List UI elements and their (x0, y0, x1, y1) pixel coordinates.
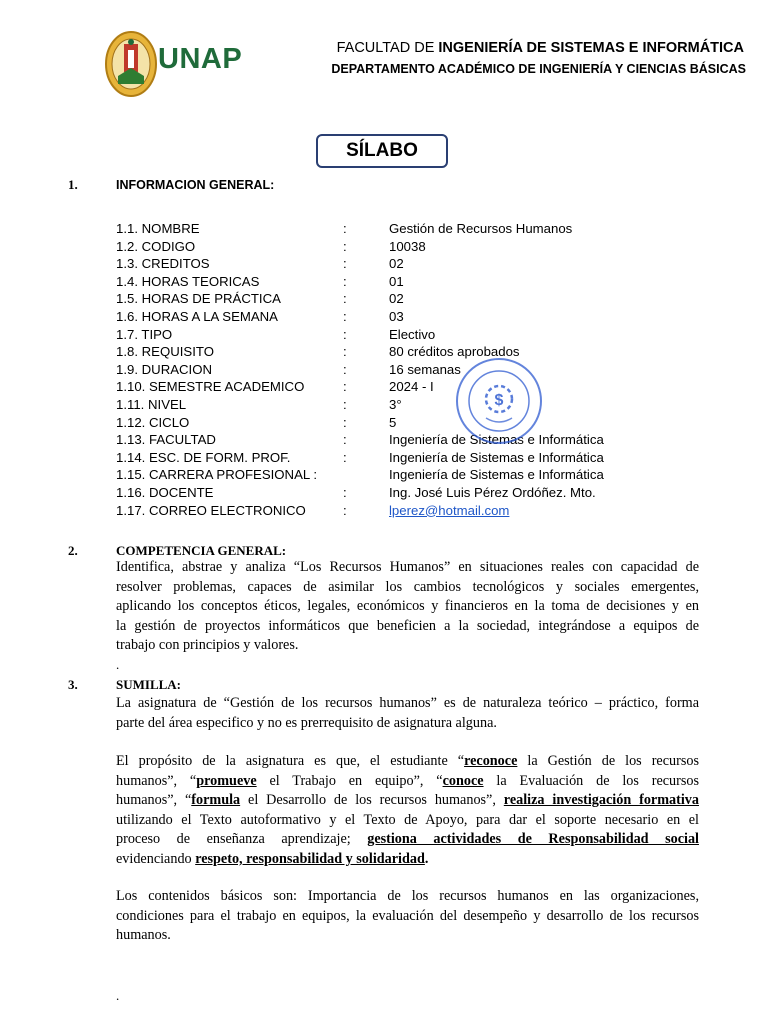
info-separator: : (343, 256, 347, 272)
text-run: la Gestión de los recursos (517, 753, 699, 769)
info-separator: : (343, 238, 347, 254)
text-run: . (424, 850, 429, 867)
info-value: 80 créditos aprobados (389, 344, 520, 360)
faculty-heading (337, 40, 744, 56)
university-seal-logo (104, 30, 158, 98)
info-label: 1.9. DURACION (116, 361, 212, 377)
info-row (116, 485, 736, 503)
info-separator: : (343, 414, 347, 430)
paragraph-line: humanos. (116, 927, 171, 944)
section-1-title: INFORMACION GENERAL: (116, 178, 275, 192)
trailing-dot: . (116, 657, 120, 672)
info-label: 1.3. CREDITOS (116, 256, 210, 272)
keyword-investigacion: realiza investigación formativa (503, 792, 699, 809)
paragraph-line: aplicando los conceptos éticos, legales, económicos y financieros en la toma de decisiones y en (116, 598, 699, 615)
paragraph-line: La asignatura de “Gestión de los recursos humanos” es de naturaleza teórico – práctico, forma (116, 695, 699, 711)
paragraph-line: utilizando el Texto autoformativo y el Texto de Apoyo, para dar el soporte necesario en el (116, 811, 699, 828)
info-value: 2024 - I (389, 379, 434, 395)
info-label: 1.7. TIPO (116, 326, 173, 342)
info-row (116, 327, 736, 345)
info-value: 10038 (389, 238, 426, 254)
info-row (116, 221, 736, 239)
svg-text:$: $ (494, 392, 504, 409)
document-title: SÍLABO (316, 134, 448, 168)
info-value: 16 semanas (389, 361, 461, 377)
sumilla-paragraph-3 (116, 887, 699, 946)
info-label: 1.5. HORAS DE PRÁCTICA (116, 291, 281, 307)
info-value: Ingeniería de Sistemas e Informática (389, 432, 604, 448)
info-label: 1.13. FACULTAD (116, 432, 216, 448)
info-label: 1.11. NIVEL (116, 397, 187, 412)
info-label: 1.15. CARRERA PROFESIONAL : (116, 467, 318, 483)
text-run: el Desarrollo de los recursos humanos”, (240, 792, 504, 809)
info-label: 1.12. CICLO (116, 414, 190, 430)
info-separator: : (343, 221, 347, 236)
keyword-valores: respeto, responsabilidad y solidaridad (195, 850, 425, 867)
paragraph-line (116, 791, 699, 811)
paragraph-line: resolver problemas, capaces de asimilar los cambios tecnológicos y sociales emergentes, (116, 578, 699, 595)
info-separator: : (343, 291, 347, 307)
info-label: 1.4. HORAS TEORICAS (116, 273, 260, 289)
info-separator: : (343, 449, 347, 465)
info-label: 1.10. SEMESTRE ACADEMICO (116, 379, 305, 395)
text-run: la Evaluación de los recursos (483, 772, 699, 789)
info-row (116, 397, 736, 415)
info-row (116, 362, 736, 380)
info-separator: : (343, 397, 347, 412)
section-3-number: 3. (68, 677, 78, 692)
paragraph-line (116, 772, 699, 792)
section-3-title: SUMILLA: (116, 677, 182, 692)
info-label: 1.14. ESC. DE FORM. PROF. (116, 449, 291, 465)
keyword-responsabilidad-social: gestiona actividades de Responsabilidad social (367, 831, 699, 848)
info-separator: : (343, 502, 347, 518)
paragraph-line (116, 830, 699, 850)
info-value: Gestión de Recursos Humanos (389, 221, 573, 236)
department-heading: DEPARTAMENTO ACADÉMICO DE INGENIERÍA Y CIENCIAS BÁSICAS (331, 62, 746, 76)
info-separator: : (343, 326, 347, 342)
info-separator: : (343, 361, 347, 377)
faculty-prefix: FACULTAD DE (336, 40, 439, 56)
info-separator: : (343, 379, 347, 395)
sumilla-paragraph-1 (116, 694, 699, 733)
info-label: 1.6. HORAS A LA SEMANA (116, 309, 278, 324)
info-value: Ingeniería de Sistemas e Informática (389, 467, 604, 483)
keyword-formula: formula (191, 792, 241, 809)
competence-paragraph (116, 558, 699, 656)
info-value: 02 (389, 256, 404, 272)
info-separator: : (343, 309, 347, 324)
paragraph-line: condiciones para el trabajo en equipos, la evaluación del desempeño y desarrollo de los recursos (116, 907, 699, 924)
info-value: 5 (389, 414, 397, 430)
info-value: 3° (389, 397, 402, 412)
text-run: el Trabajo en equipo”, “ (256, 772, 443, 789)
info-label: 1.16. DOCENTE (116, 485, 214, 500)
paragraph-line: Identifica, abstrae y analiza “Los Recursos Humanos” en situaciones reales con capacidad de (116, 559, 699, 575)
department-stamp-icon (454, 356, 544, 446)
info-value: 01 (389, 273, 404, 289)
faculty-name: INGENIERÍA DE SISTEMAS E INFORMÁTICA (438, 40, 744, 56)
logo-text: UNAP (158, 43, 243, 75)
info-row (116, 256, 736, 274)
text-run: evidenciando (116, 850, 196, 867)
info-value: Ingeniería de Sistemas e Informática (389, 449, 604, 465)
info-separator: : (343, 273, 347, 289)
keyword-reconoce: reconoce (464, 753, 518, 769)
text-run: El propósito de la asignatura es que, el estudiante “ (116, 753, 465, 769)
section-2-number: 2. (68, 543, 78, 558)
paragraph-line: Los contenidos básicos son: Importancia de los recursos humanos en las organizaciones, (116, 888, 699, 904)
section-2-title: COMPETENCIA GENERAL: (116, 543, 287, 558)
info-row (116, 415, 736, 433)
info-row (116, 309, 736, 327)
email-link[interactable]: lperez@hotmail.com (389, 502, 510, 518)
info-label: 1.1. NOMBRE (116, 221, 200, 236)
info-row (116, 503, 736, 521)
info-label: 1.17. CORREO ELECTRONICO (116, 502, 306, 518)
info-value: Electivo (389, 326, 436, 342)
info-row (116, 379, 736, 397)
info-row (116, 432, 736, 450)
keyword-promueve: promueve (196, 772, 257, 789)
info-value: 02 (389, 291, 404, 307)
info-row (116, 344, 736, 362)
info-separator: : (343, 485, 347, 500)
info-label: 1.8. REQUISITO (116, 344, 214, 360)
info-row (116, 239, 736, 257)
info-row (116, 274, 736, 292)
text-run: proceso de enseñanza aprendizaje; (116, 831, 368, 848)
keyword-conoce: conoce (442, 772, 484, 789)
info-separator: : (343, 432, 347, 448)
section-1-number: 1. (68, 177, 78, 192)
paragraph-line: trabajo con principios y valores. (116, 637, 299, 654)
info-separator: : (343, 344, 347, 360)
trailing-dot: . (116, 988, 120, 1003)
text-run: humanos”, “ (116, 772, 197, 789)
paragraph-line: la gestión de proyectos informáticos que beneficien a la sociedad, integrándose a equipos de (116, 617, 699, 634)
paragraph-line: parte del área especifico y no es prerrequisito de asignatura alguna. (116, 714, 497, 731)
info-row (116, 467, 736, 485)
info-value: 03 (389, 309, 404, 324)
sumilla-paragraph-2 (116, 752, 699, 870)
paragraph-line (116, 850, 699, 870)
text-run: humanos”, “ (116, 792, 192, 809)
info-row (116, 450, 736, 468)
paragraph-line (116, 752, 699, 772)
info-label: 1.2. CODIGO (116, 238, 196, 254)
info-value: Ing. José Luis Pérez Ordóñez. Mto. (389, 485, 596, 500)
info-row (116, 291, 736, 309)
